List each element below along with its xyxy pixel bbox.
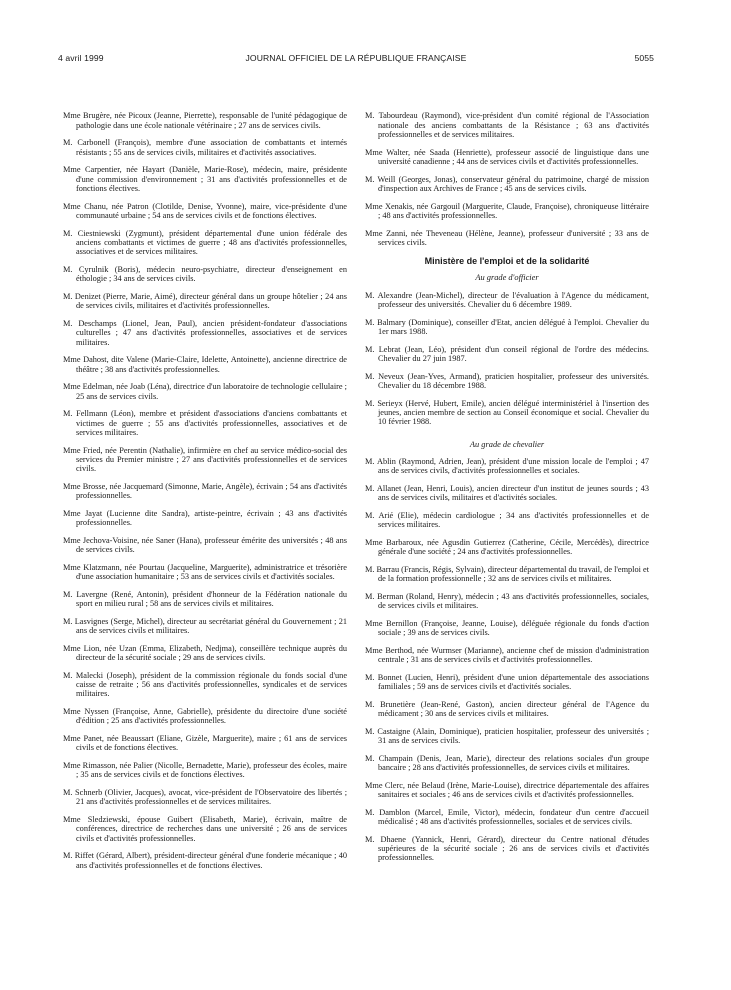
list-item: Mme Klatzmann, née Pourtau (Jacqueline, Marguerite), administratrice et trésorière d'une association humanitaire ; 53 ans de services civils et d'activités sociales. [63, 562, 347, 582]
header-journal-title: JOURNAL OFFICIEL DE LA RÉPUBLIQUE FRANÇAISE [245, 53, 467, 63]
list-item: M. Lavergne (René, Antonin), président d'honneur de la Fédération nationale du sport en milieu rural ; 58 ans de services civils et militaires. [63, 589, 347, 609]
list-item: M. Castaigne (Alain, Dominique), praticien hospitalier, professeur des universités ; 31 ans de services civils. [365, 726, 649, 746]
list-item: M. Cyrulnik (Boris), médecin neuro-psychiatre, directeur d'enseignement en éthologie ; 34 ans de services civils. [63, 264, 347, 284]
list-item: M. Denizet (Pierre, Marie, Aimé), directeur général dans un groupe hôtelier ; 24 ans de services civils, militaires et d'activités professionnelles. [63, 291, 347, 311]
left-column [63, 103, 347, 872]
list-item: Mme Jechova-Voisine, née Saner (Hana), professeur émérite des universités ; 48 ans de services civils. [63, 535, 347, 555]
list-item: Mme Fried, née Perentin (Nathalie), infirmière en chef au service médico-social des services du Premier ministre ; 27 ans d'activités professionnelles et de services civils. [63, 445, 347, 474]
list-item: M. Allanet (Jean, Henri, Louis), ancien directeur d'un institut de jeunes sourds ; 43 ans de services civils, militaires et d'activités sociales. [365, 483, 649, 503]
list-item: M. Berman (Roland, Henry), médecin ; 43 ans d'activités professionnelles, sociales, de services civils et militaires. [365, 591, 649, 611]
list-item: Mme Brugère, née Picoux (Jeanne, Pierrette), responsable de l'unité pédagogique de pathologie dans une école nationale vétérinaire ; 27 ans de services civils. [63, 111, 347, 130]
list-item: M. Barrau (Francis, Régis, Sylvain), directeur départemental du travail, de l'emploi et de la formation professionnelle ; 32 ans de services civils et militaires. [365, 564, 649, 584]
list-item: Mme Sledziewski, épouse Guibert (Elisabeth, Marie), écrivain, maître de conférences, directrice de recherches dans une université ; 26 ans de services civils et d'activités professionnelles. [63, 814, 347, 843]
list-item: M. Arié (Elie), médecin cardiologue ; 34 ans d'activités professionnelles et de services militaires. [365, 510, 649, 530]
grade-heading-chevalier: Au grade de chevalier [469, 439, 545, 449]
list-item: Mme Rimasson, née Palier (Nicolle, Bernadette, Marie), professeur des écoles, maire ; 35 ans de services civils et de fonctions électives. [63, 761, 347, 780]
list-item: M. Lasvignes (Serge, Michel), directeur au secrétariat général du Gouvernement ; 21 ans de services civils et militaires. [63, 616, 347, 636]
list-item: M. Fellmann (Léon), membre et président d'associations d'anciens combattants et victimes de guerre ; 55 ans d'activités professionnelles, associatives et de services militaires. [63, 409, 347, 437]
grade-heading-officier: Au grade d'officier [475, 273, 539, 283]
list-item: Mme Carpentier, née Hayart (Danièle, Marie-Rose), médecin, maire, présidente d'une commission d'environnement ; 31 ans d'activités professionnelles et de fonctions électives. [63, 165, 347, 193]
list-item: Mme Walter, née Saada (Henriette), professeur associé de linguistique dans une université canadienne ; 44 ans de services civils et d'activités professionnelles. [365, 147, 649, 166]
list-item: M. Lebrat (Jean, Léo), président d'un conseil régional de l'ordre des médecins. Chevalier du 27 juin 1987. [365, 344, 649, 363]
list-item: Mme Bernillon (Françoise, Jeanne, Louise), déléguée régionale du fonds d'action sociale ; 39 ans de services civils. [365, 618, 649, 638]
list-item: M. Balmary (Dominique), conseiller d'Etat, ancien délégué à l'emploi. Chevalier du 1er mars 1988. [365, 317, 649, 336]
list-item: Mme Clerc, née Belaud (Irène, Marie-Louise), directrice départementale des affaires sanitaires et sociales ; 46 ans de services civils et d'activités professionnelles. [365, 780, 649, 799]
list-item: Mme Edelman, née Joab (Léna), directrice d'un laboratoire de technologie cellulaire ; 25 ans de services civils. [63, 382, 347, 401]
right-column [365, 103, 649, 864]
list-item: M. Champain (Denis, Jean, Marie), directeur des relations sociales d'un groupe bancaire ; 28 ans d'activités professionnelles, de services civils et militaires. [365, 753, 649, 772]
list-item: Mme Brosse, née Jacquemard (Simonne, Marie, Angèle), écrivain ; 54 ans d'activités professionnelles. [63, 481, 347, 501]
list-item: Mme Chanu, née Patron (Clotilde, Denise, Yvonne), maire, vice-présidente d'une communauté urbaine ; 54 ans de services civils et de fonctions électives. [63, 201, 347, 220]
list-item: M. Neveux (Jean-Yves, Armand), praticien hospitalier, professeur des universités. Chevalier du 18 décembre 1988. [365, 371, 649, 390]
list-item: M. Bonnet (Lucien, Henri), président d'une union départementale des associations familiales ; 59 ans de services civils et d'activités sociales. [365, 672, 649, 692]
list-item: Mme Lion, née Uzan (Emma, Elizabeth, Nedjma), conseillère technique auprès du directeur de la sécurité sociale ; 29 ans de services civils. [63, 643, 347, 663]
page-header [58, 53, 654, 67]
list-item: Mme Dahost, dite Valene (Marie-Claire, Idelette, Antoinette), ancienne directrice de théâtre ; 38 ans d'activités professionnelles. [63, 355, 347, 374]
list-item: M. Tabourdeau (Raymond), vice-président d'un comité régional de l'Association nationale des anciens combattants de la Résistance ; 63 ans d'activités professionnelles et de services militaires. [365, 111, 649, 139]
list-item: M. Damblon (Marcel, Emile, Victor), médecin, fondateur d'un centre d'accueil médicalisé ; 48 ans d'activités professionnelles, sociales et de services civils. [365, 807, 649, 826]
header-page-number: 5055 [634, 53, 654, 63]
list-item: M. Deschamps (Lionel, Jean, Paul), ancien président-fondateur d'associations culturelles ; 47 ans d'activités professionnelles, associatives et de services militaires. [63, 318, 347, 347]
list-item: M. Malecki (Joseph), président de la commission régionale du fonds social d'une caisse de retraite ; 56 ans d'activités professionnelles, syndicales et de services militaires. [63, 670, 347, 699]
list-item: M. Carbonell (François), membre d'une association de combattants et internés résistants ; 55 ans de services civils, militaires et d'activités associatives. [63, 138, 347, 157]
list-item: M. Ciestniewski (Zygmunt), président départemental d'une union fédérale des anciens combattants et victimes de guerre ; 48 ans d'activités professionnelles, associatives et de services militaires. [63, 228, 347, 257]
list-item: M. Dhaene (Yannick, Henri, Gérard), directeur du Centre national d'études supérieures de la sécurité sociale ; 26 ans de services civils et d'activités professionnelles. [365, 834, 649, 863]
list-item: Mme Panet, née Beaussart (Eliane, Gizèle, Marguerite), maire ; 61 ans de services civils et de fonctions électives. [63, 734, 347, 753]
list-item: M. Ablin (Raymond, Adrien, Jean), président d'une mission locale de l'emploi ; 47 ans de services civils, d'activités professionnelles et sociales. [365, 456, 649, 476]
list-item: M. Riffet (Gérard, Albert), président-directeur général d'une fonderie mécanique ; 40 ans d'activités professionnelles et de fonctions électives. [63, 851, 347, 870]
list-item: Mme Zanni, née Theveneau (Hélène, Jeanne), professeur d'université ; 33 ans de services civils. [365, 228, 649, 247]
section-title: Ministère de l'emploi et de la solidarité [424, 256, 590, 267]
list-item: Mme Jayat (Lucienne dite Sandra), artiste-peintre, écrivain ; 43 ans d'activités professionnelles. [63, 508, 347, 528]
list-item: M. Serieyx (Hervé, Hubert, Emile), ancien délégué interministériel à l'insertion des jeunes, ancien membre de section au Conseil économique et social. Chevalier du 10 février 1988. [365, 398, 649, 427]
list-item: M. Schnerb (Olivier, Jacques), avocat, vice-président de l'Observatoire des libertés ; 21 ans d'activités professionnelles et de services militaires. [63, 788, 347, 807]
list-item: Mme Xenakis, née Gargouil (Marguerite, Claude, Françoise), chroniqueuse littéraire ; 48 ans d'activités professionnelles. [365, 201, 649, 220]
list-item: Mme Barbaroux, née Agusdin Gutierrez (Catherine, Cécile, Mercédès), directrice générale d'une société ; 24 ans d'activités professionnelles. [365, 537, 649, 557]
list-item: M. Alexandre (Jean-Michel), directeur de l'évaluation à l'Agence du médicament, professeur des universités. Chevalier du 6 décembre 1989. [365, 290, 649, 309]
list-item: Mme Nyssen (Françoise, Anne, Gabrielle), présidente du directoire d'une société d'édition ; 25 ans d'activités professionnelles. [63, 707, 347, 726]
list-item: M. Brunetière (Jean-René, Gaston), ancien directeur général de l'Agence du médicament ; 30 ans de services civils et militaires. [365, 699, 649, 719]
header-date: 4 avril 1999 [58, 53, 104, 63]
list-item: Mme Berthod, née Wurmser (Marianne), ancienne chef de mission d'administration centrale ; 31 ans de services civils et d'activités professionnelles. [365, 645, 649, 665]
list-item: M. Weill (Georges, Jonas), conservateur général du patrimoine, chargé de mission d'inspection aux Archives de France ; 45 ans de services civils. [365, 174, 649, 193]
